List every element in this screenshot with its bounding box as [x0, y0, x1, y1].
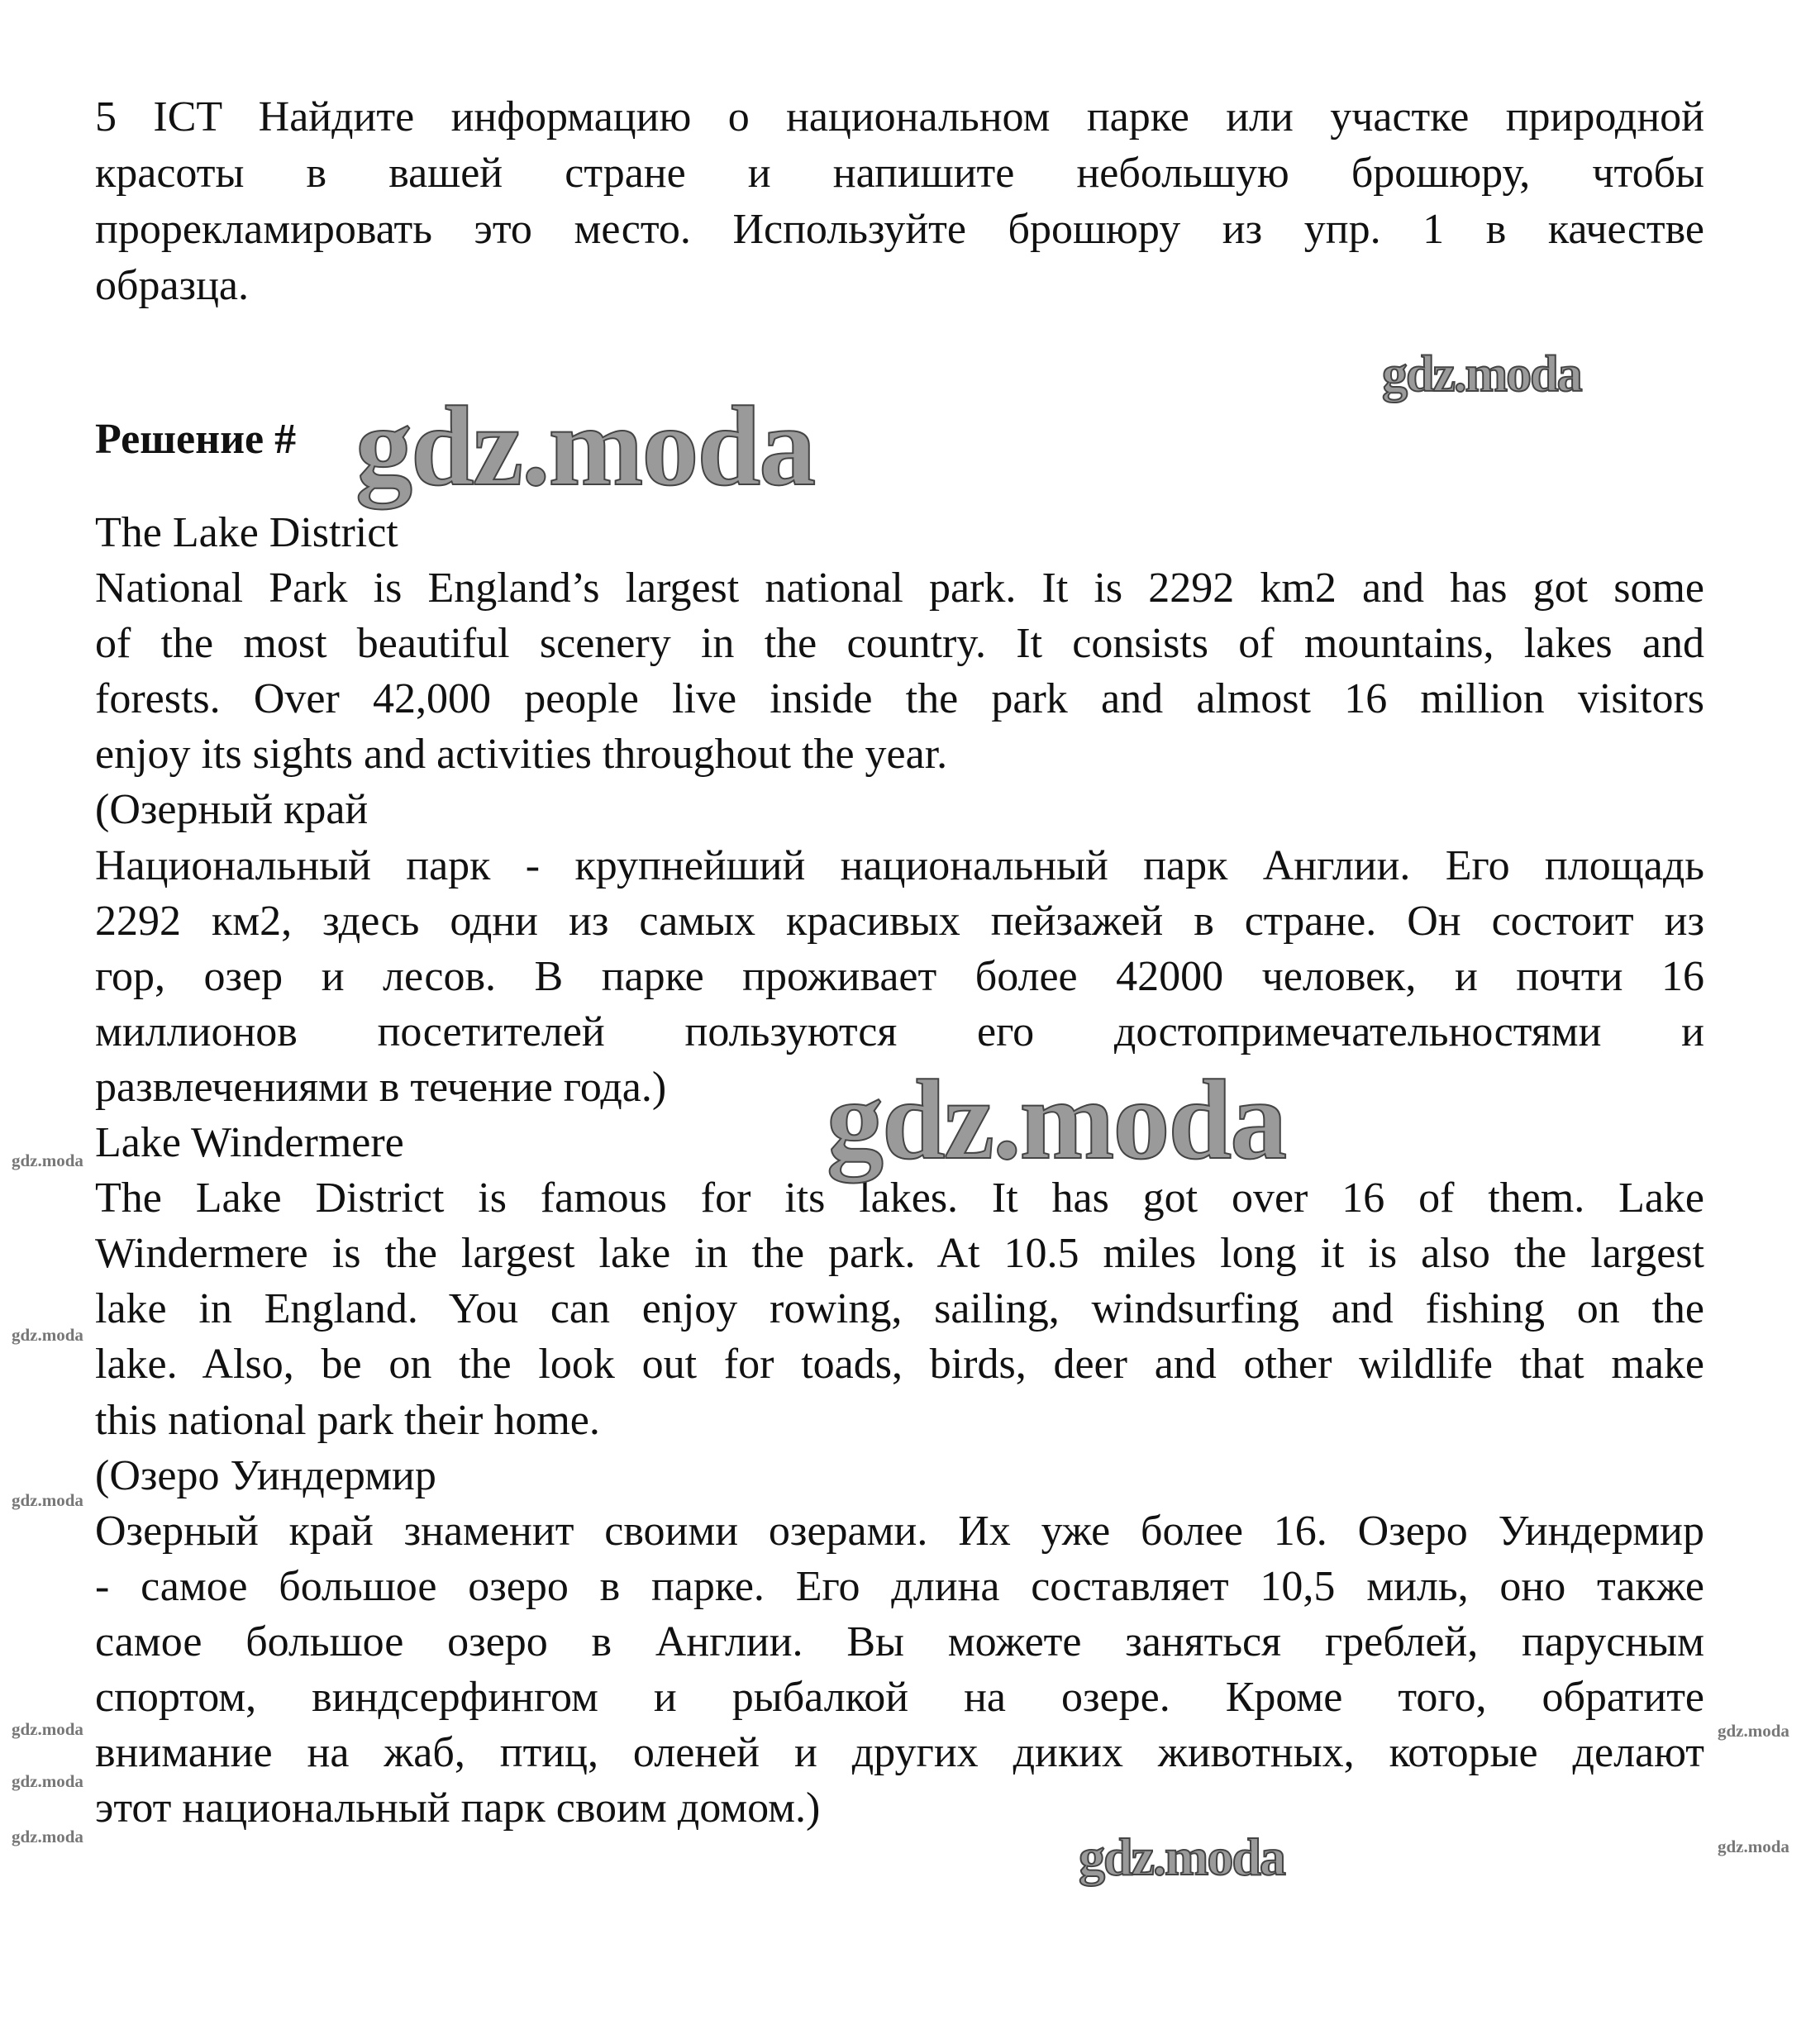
body-line: Национальный парк - крупнейший национальный парк Англии. Его площадь: [95, 841, 1704, 889]
task-line: прорекламировать это место. Используйте брошюру из упр. 1 в качестве: [95, 206, 1704, 253]
watermark: gdz.moda: [1718, 1837, 1789, 1856]
body-line: this national park their home.: [95, 1396, 600, 1444]
body-line: спортом, виндсерфингом и рыбалкой на озере. Кроме того, обратите: [95, 1673, 1704, 1721]
watermark: gdz.moda: [1382, 346, 1581, 403]
task-line: 5 ICT Найдите информацию о национальном парке или участке природной: [95, 93, 1704, 141]
body-line: lake in England. You can enjoy rowing, sailing, windsurfing and fishing on the: [95, 1285, 1704, 1333]
body-line: - самое большое озеро в парке. Его длина составляет 10,5 миль, оно также: [95, 1562, 1704, 1610]
body-line: enjoy its sights and activities throughout the year.: [95, 731, 948, 779]
watermark: gdz.moda: [355, 383, 815, 509]
solution-heading: Решение #: [95, 416, 297, 463]
body-line: гор, озер и лесов. В парке проживает более 42000 человек, и почти 16: [95, 952, 1704, 1000]
body-line: National Park is England’s largest national park. It is 2292 km2 and has got some: [95, 565, 1704, 612]
watermark: gdz.moda: [12, 1827, 83, 1846]
body-line: внимание на жаб, птиц, оленей и других диких животных, которые делают: [95, 1729, 1704, 1777]
watermark: gdz.moda: [12, 1325, 83, 1345]
watermark: gdz.moda: [827, 1056, 1286, 1183]
body-line: развлечениями в течение года.): [95, 1063, 667, 1111]
task-text: [95, 89, 1704, 314]
body-line: 2292 км2, здесь одни из самых красивых пейзажей в стране. Он состоит из: [95, 897, 1704, 945]
body-line: этот национальный парк своим домом.): [95, 1784, 821, 1832]
body-line: lake. Also, be on the look out for toads, birds, deer and other wildlife that make: [95, 1341, 1704, 1389]
watermark: gdz.moda: [12, 1490, 83, 1510]
body-line: forests. Over 42,000 people live inside the park and almost 16 million visitors: [95, 675, 1704, 723]
body-line: (Озеро Уиндермир: [95, 1451, 436, 1499]
body-line: Озерный край знаменит своими озерами. Их уже более 16. Озеро Уиндермир: [95, 1507, 1704, 1555]
section-title: The Lake District: [95, 509, 398, 556]
task-line: образца.: [95, 262, 249, 309]
watermark: gdz.moda: [12, 1771, 83, 1791]
watermark: gdz.moda: [12, 1719, 83, 1739]
body-line: The Lake District is famous for its lakes. It has got over 16 of them. Lake: [95, 1174, 1704, 1222]
watermark: gdz.moda: [12, 1151, 83, 1170]
body-line: Windermere is the largest lake in the park. At 10.5 miles long it is also the largest: [95, 1230, 1704, 1278]
watermark: gdz.moda: [1079, 1827, 1284, 1886]
section-title: Lake Windermere: [95, 1119, 404, 1167]
body-line: (Озерный край: [95, 786, 369, 834]
body-line: of the most beautiful scenery in the country. It consists of mountains, lakes and: [95, 620, 1704, 668]
body-line: самое большое озеро в Англии. Вы можете заняться греблей, парусным: [95, 1618, 1704, 1665]
body-line: миллионов посетителей пользуются его достопримечательностями и: [95, 1008, 1704, 1055]
task-line: красоты в вашей стране и напишите небольшую брошюру, чтобы: [95, 150, 1704, 197]
watermark: gdz.moda: [1718, 1721, 1789, 1741]
